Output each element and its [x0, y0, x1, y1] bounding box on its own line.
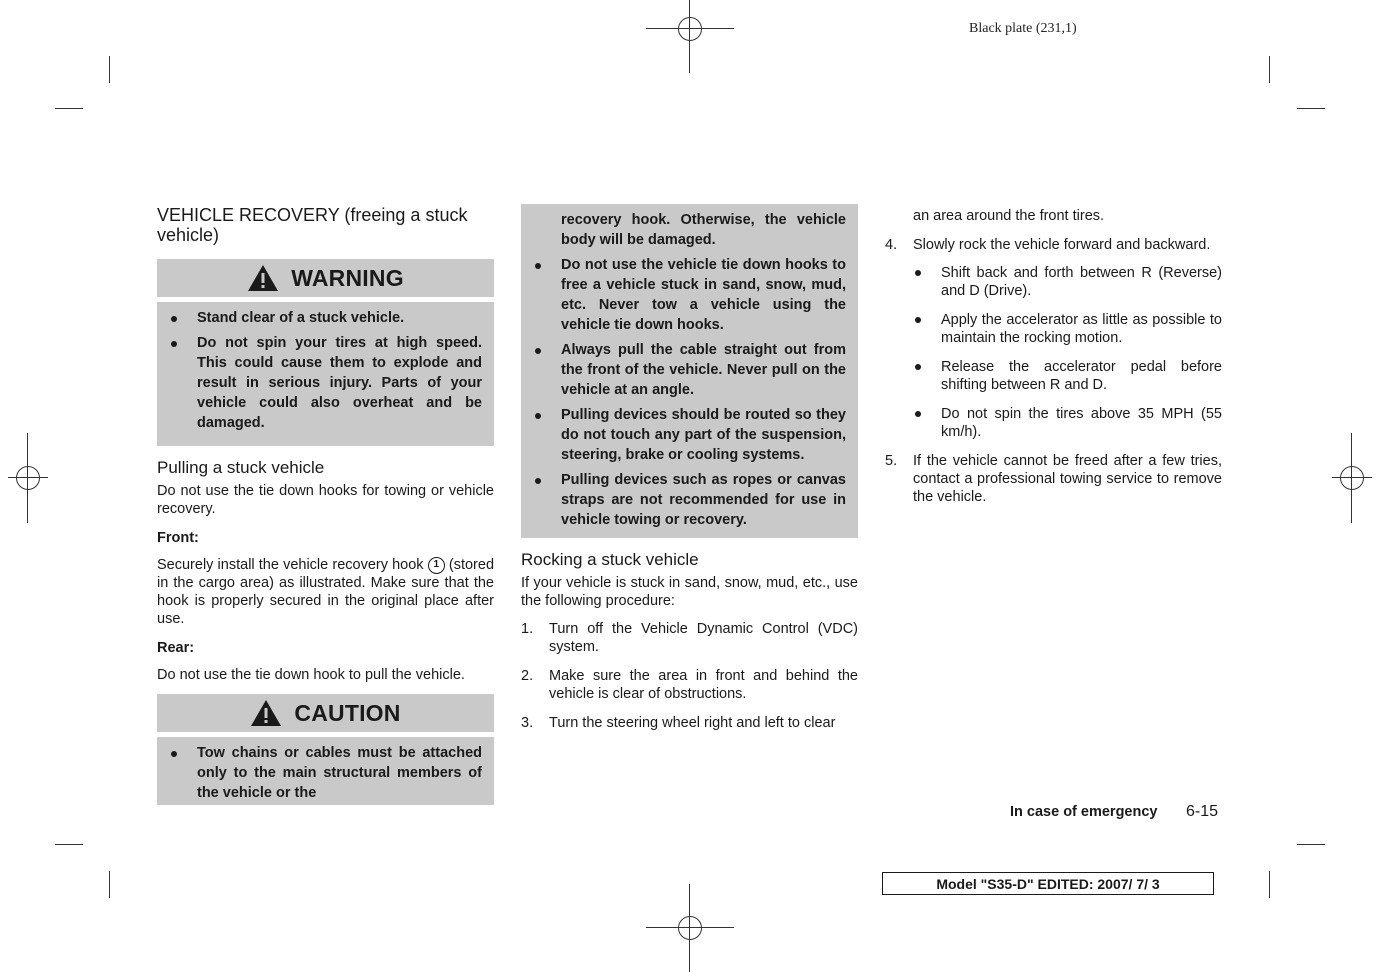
step-number: 5. — [885, 453, 898, 469]
callout-marker: 1 — [428, 557, 445, 574]
caution-item: Do not use the vehicle tie down hooks to free a vehicle stuck in sand, snow, mud, etc. Never tow a vehicle using the vehicle tie down hooks. — [533, 255, 846, 335]
rocking-title: Rocking a stuck vehicle — [521, 550, 699, 569]
caution-triangle-icon — [250, 699, 282, 727]
warning-label: WARNING — [291, 264, 404, 291]
crop-mark — [55, 844, 83, 845]
plate-label: Black plate (231,1) — [969, 21, 1077, 36]
bullet-item: Shift back and forth between R (Reverse) and D (Drive). — [913, 264, 1222, 300]
step-text: Make sure the area in front and behind the vehicle is clear of obstructions. — [549, 668, 858, 702]
crosshair-top-icon — [646, 0, 734, 73]
column-right — [885, 207, 1222, 517]
footer-section: In case of emergency — [1010, 804, 1158, 820]
caution-item: Always pull the cable straight out from the front of the vehicle. Never pull on the vehicle at an angle. — [533, 340, 846, 400]
rocking-text: If your vehicle is stuck in sand, snow, mud, etc., use the following procedure: — [521, 575, 858, 609]
crosshair-left-icon — [8, 433, 48, 523]
caution-label: CAUTION — [294, 699, 401, 726]
front-label: Front: — [157, 530, 199, 546]
step-item — [521, 714, 858, 732]
warning-item: Do not spin your tires at high speed. This could cause them to explode and result in serious injury. Parts of your vehicle could also overheat and be damaged. — [169, 333, 482, 433]
pulling-text: Do not use the tie down hooks for towing or vehicle recovery. — [157, 483, 494, 517]
caution-banner — [157, 694, 494, 732]
caution-item: Tow chains or cables must be attached only to the main structural members of the vehicle or the — [169, 743, 482, 803]
step4-bullets — [913, 264, 1222, 441]
caution-item: Pulling devices such as ropes or canvas straps are not recommended for use in vehicle towing or recovery. — [533, 470, 846, 530]
warning-item: Stand clear of a stuck vehicle. — [169, 308, 482, 328]
step-number: 1. — [521, 621, 534, 637]
front-text-b: (stored in the cargo area) as illustrated. Make sure that the hook is properly secured in the original place after use. — [157, 557, 495, 627]
rocking-steps-cont — [885, 236, 1222, 506]
step-item — [885, 452, 1222, 506]
step-item — [521, 620, 858, 656]
bullet-item: Do not spin the tires above 35 MPH (55 km/h). — [913, 405, 1222, 441]
step-item — [885, 236, 1222, 441]
pulling-title: Pulling a stuck vehicle — [157, 458, 325, 477]
crop-mark — [109, 56, 110, 83]
rear-label: Rear: — [157, 640, 195, 656]
rocking-steps — [521, 620, 858, 732]
front-text — [157, 556, 494, 628]
step3-continued: an area around the front tires. — [913, 208, 1105, 224]
step-number: 4. — [885, 237, 898, 253]
caution-item: Pulling devices should be routed so they do not touch any part of the suspension, steering, brake or cooling systems. — [533, 405, 846, 465]
warning-banner — [157, 259, 494, 297]
caution-continued-text: recovery hook. Otherwise, the vehicle body will be damaged. — [561, 212, 846, 248]
crosshair-right-icon — [1332, 433, 1372, 523]
step-number: 2. — [521, 668, 534, 684]
crosshair-bottom-icon — [646, 884, 734, 972]
bullet-item: Apply the accelerator as little as possible to maintain the rocking motion. — [913, 311, 1222, 347]
step-item — [521, 667, 858, 703]
column-left — [157, 205, 494, 805]
model-stamp: Model "S35-D" EDITED: 2007/ 7/ 3 — [882, 872, 1214, 895]
crop-mark — [1269, 871, 1270, 898]
step-text: If the vehicle cannot be freed after a few tries, contact a professional towing service to remove the vehicle. — [913, 453, 1222, 505]
warning-triangle-icon — [247, 264, 279, 292]
step-text: Turn the steering wheel right and left to clear — [549, 715, 836, 731]
section-title: VEHICLE RECOVERY (freeing a stuck vehicle) — [157, 205, 468, 245]
front-text-a: Securely install the vehicle recovery hook — [157, 557, 424, 573]
column-middle — [521, 204, 858, 743]
crop-mark — [55, 108, 83, 109]
rear-text: Do not use the tie down hook to pull the vehicle. — [157, 667, 465, 683]
crop-mark — [1269, 56, 1270, 83]
caution-box-continued — [521, 204, 858, 538]
crop-mark — [1297, 844, 1325, 845]
step-number: 3. — [521, 715, 534, 731]
bullet-item: Release the accelerator pedal before shifting between R and D. — [913, 358, 1222, 394]
warning-box — [157, 302, 494, 446]
caution-box — [157, 737, 494, 805]
page-number: 6-15 — [1186, 803, 1219, 820]
crop-mark — [1297, 108, 1325, 109]
step-text: Slowly rock the vehicle forward and backward. — [913, 237, 1211, 253]
crop-mark — [109, 871, 110, 898]
step-text: Turn off the Vehicle Dynamic Control (VDC) system. — [549, 621, 858, 655]
